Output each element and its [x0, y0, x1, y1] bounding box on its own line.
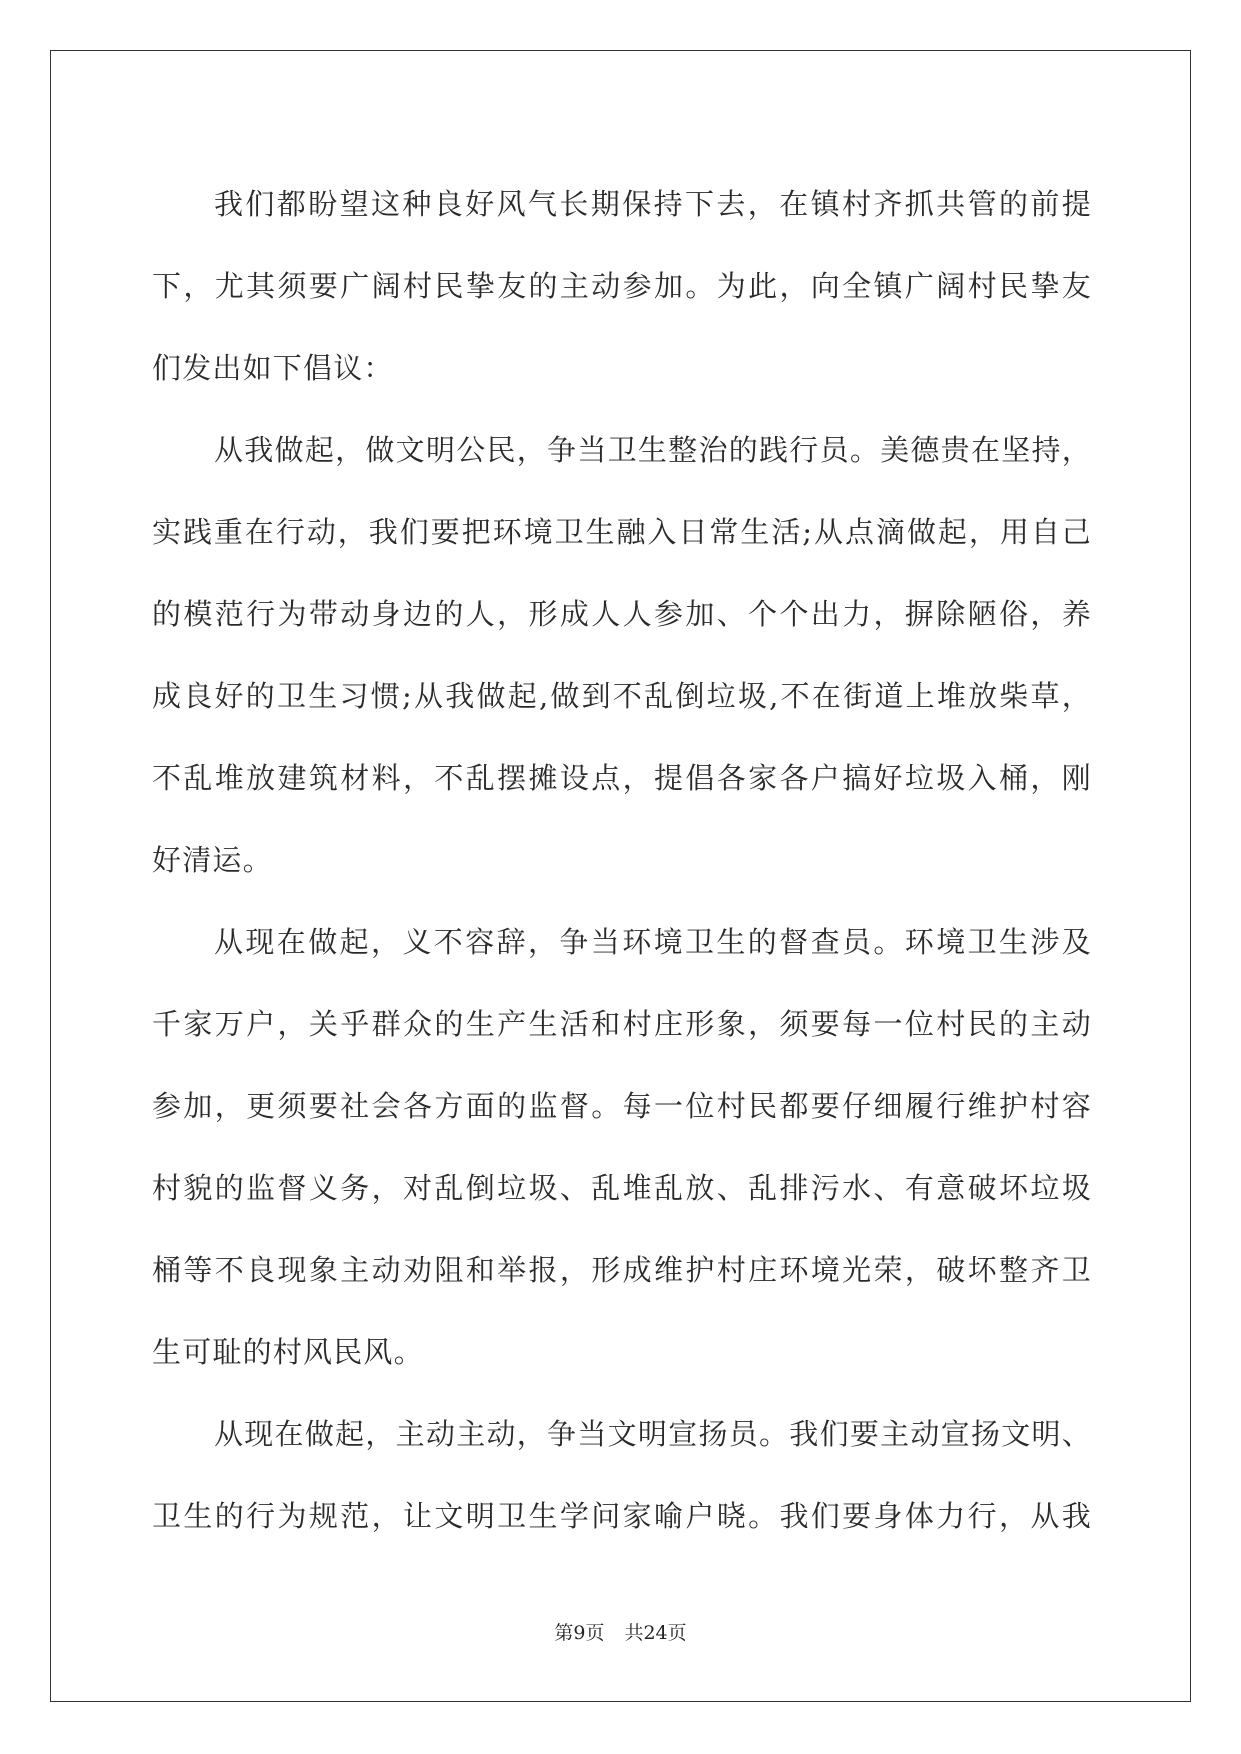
page-number: 第9页 [554, 1622, 605, 1644]
paragraph [152, 1393, 1092, 1557]
paragraph [152, 409, 1092, 901]
page-footer [0, 1618, 1241, 1645]
text-line: 卫生的行为规范，让文明卫生学问家喻户晓。我们要身体力行，从我 [152, 1499, 1092, 1533]
paragraph [152, 901, 1092, 1393]
text-line: 从我做起，做文明公民，争当卫生整治的践行员。美德贵在坚持， [214, 433, 1092, 467]
text-line: 成良好的卫生习惯;从我做起,做到不乱倒垃圾,不在街道上堆放柴草， [152, 679, 1092, 713]
page-total: 共24页 [624, 1622, 687, 1644]
text-line: 好清运。 [152, 843, 273, 877]
text-line: 生可耻的村风民风。 [152, 1335, 424, 1369]
text-line: 从现在做起，义不容辞，争当环境卫生的督查员。环境卫生涉及 [214, 925, 1092, 959]
text-line: 的模范行为带动身边的人，形成人人参加、个个出力，摒除陋俗，养 [152, 597, 1092, 631]
text-line: 实践重在行动，我们要把环境卫生融入日常生活;从点滴做起，用自己 [152, 515, 1092, 549]
document-body [152, 163, 1092, 1557]
text-line: 下，尤其须要广阔村民挚友的主动参加。为此，向全镇广阔村民挚友 [152, 269, 1092, 303]
paragraph [152, 163, 1092, 409]
text-line: 千家万户，关乎群众的生产生活和村庄形象，须要每一位村民的主动 [152, 1007, 1092, 1041]
text-line: 从现在做起，主动主动，争当文明宣扬员。我们要主动宣扬文明、 [214, 1417, 1092, 1451]
text-line: 桶等不良现象主动劝阻和举报，形成维护村庄环境光荣，破坏整齐卫 [152, 1253, 1092, 1287]
text-line: 不乱堆放建筑材料，不乱摆摊设点，提倡各家各户搞好垃圾入桶，刚 [152, 761, 1092, 795]
text-line: 村貌的监督义务，对乱倒垃圾、乱堆乱放、乱排污水、有意破坏垃圾 [152, 1171, 1092, 1205]
text-line: 参加，更须要社会各方面的监督。每一位村民都要仔细履行维护村容 [152, 1089, 1092, 1123]
text-line: 们发出如下倡议： [152, 351, 394, 385]
text-line: 我们都盼望这种良好风气长期保持下去，在镇村齐抓共管的前提 [214, 187, 1092, 221]
